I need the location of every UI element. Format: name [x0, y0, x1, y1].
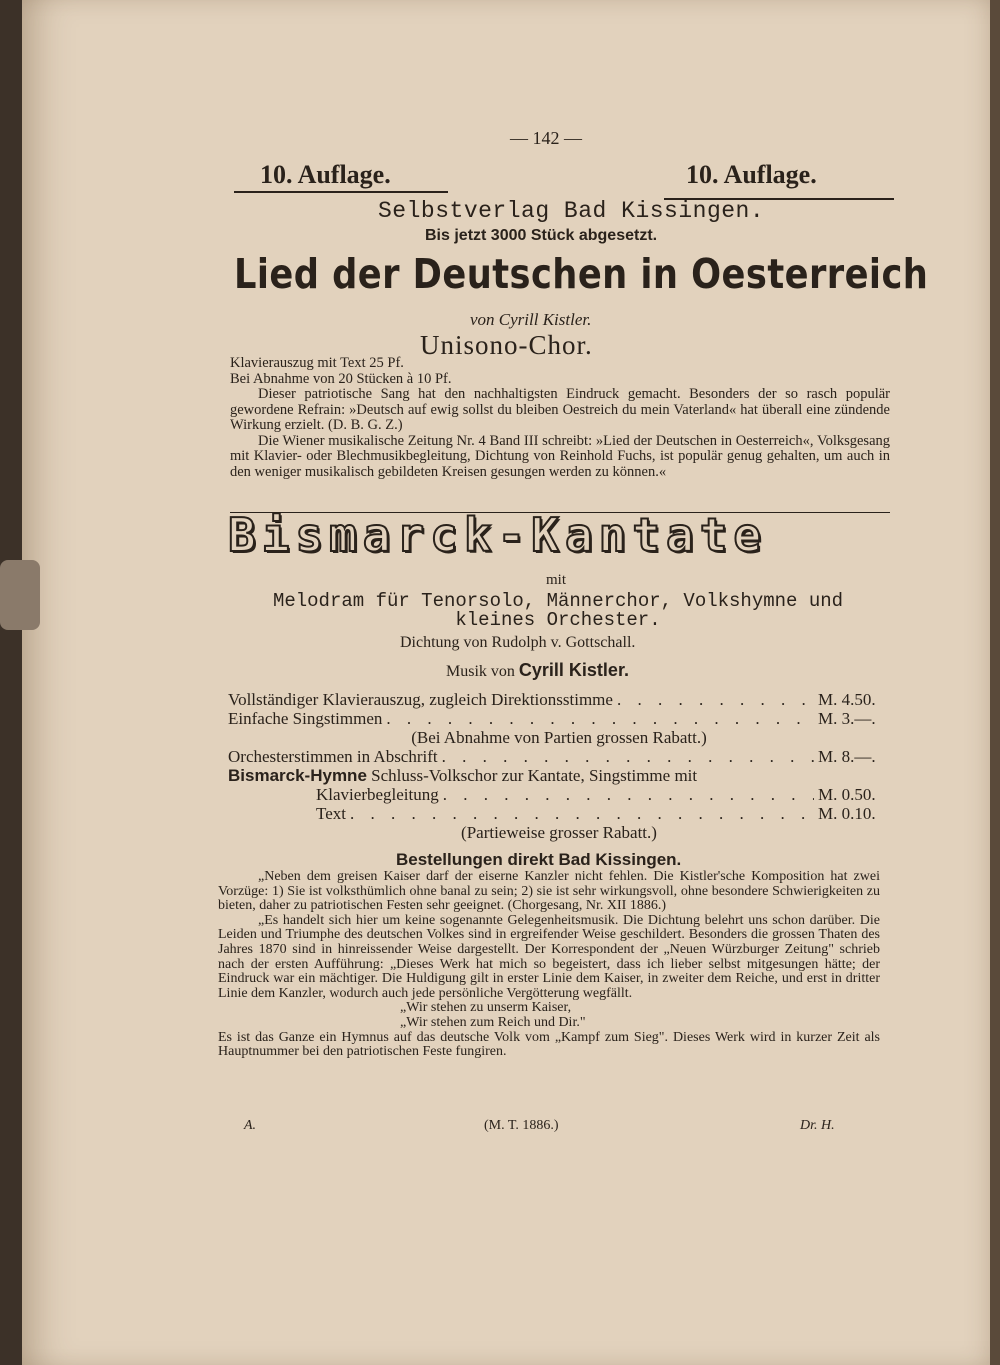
sold-count: Bis jetzt 3000 Stück abgesetzt. [425, 227, 658, 244]
price-row [228, 709, 890, 728]
price-row [228, 766, 890, 785]
lied-price-2: Bei Abnahme von 20 Stücken à 10 Pf. [230, 370, 452, 387]
kantate-review-1: „Neben dem greisen Kaiser darf der eiserne Kanzler nicht fehlen. Die Kistler'sche Komposition hat zwei Vorzüge: 1) Sie ist volksthümlich ohne banal zu sein; 2) sie ist sehr wirkungsvoll, ohne besondere Schwierigkeiten zu bieten, daher zu patriotischen Festen sehr geeignet. (Chorgesang, Nr. XII 1886.) [218, 869, 880, 914]
item-price: M. 4.50. [818, 690, 876, 709]
kantate-review-3: Es ist das Ganze ein Hymnus auf das deutsche Volk vom „Kampf zum Sieg". Dieses Werk wird in kurzer Zeit als Hauptnummer bei den patriotischen Feste fungiren. [218, 1029, 880, 1060]
lied-review-2: Die Wiener musikalische Zeitung Nr. 4 Band III schreibt: »Lied der Deutschen in Oesterreich«, Volksgesang mit Klavier- oder Blechmusikbegleitung, Dichtung von Reinhold Fuchs, ist populär genug gehalten, um auch in den weniger musikalisch gebildeten Kreisen gesungen werden zu können.« [230, 432, 890, 480]
price-row [228, 785, 890, 804]
price-note [228, 823, 890, 842]
item-label: Einfache Singstimmen [228, 709, 383, 728]
kantate-mit: mit [546, 572, 567, 588]
lied-title: Lied der Deutschen in Oesterreich [234, 250, 929, 298]
leader-dots [617, 690, 814, 709]
lied-author: von Cyrill Kistler. [470, 310, 592, 329]
leader-dots [386, 709, 814, 728]
book-spine [0, 0, 22, 1365]
item-price: M. 8.—. [818, 747, 876, 766]
price-row [228, 747, 890, 766]
lied-review-1: Dieser patriotische Sang hat den nachhaltigsten Eindruck gemacht. Besonders der so rasch populär gewordene Refrain: »Deutsch auf ewig sollst du bleiben Oestreich du mein Vaterland« hat überall eine zündende Wirkung erzielt. (D. B. G. Z.) [230, 386, 890, 433]
kantate-title: Bismarck-Kantate [228, 508, 768, 562]
hymne-title: Bismarck-Hymne [228, 766, 367, 785]
note-text: (Bei Abnahme von Partien grossen Rabatt.) [411, 728, 707, 747]
price-note [228, 728, 890, 747]
item-label: Text [316, 804, 346, 823]
lied-details [230, 356, 890, 480]
item-price: M. 0.50. [818, 785, 876, 804]
signature-right: Dr. H. [800, 1118, 835, 1133]
composer-name: Cyrill Kistler. [518, 660, 629, 680]
kantate-reviews [218, 870, 880, 1060]
signature-left: A. [244, 1118, 257, 1133]
lied-subtitle: Unisono-Chor. [420, 330, 593, 360]
price-list [228, 690, 890, 842]
page-number: — 142 — [510, 128, 582, 148]
kantate-composer-line [446, 660, 629, 681]
lied-price-1: Klavierauszug mit Text 25 Pf. [230, 355, 404, 371]
leader-dots [350, 804, 814, 823]
note-text: (Partieweise grosser Rabatt.) [461, 823, 657, 842]
edition-left: 10. Auflage. [260, 160, 391, 189]
page-clip [0, 560, 40, 630]
publisher: Selbstverlag Bad Kissingen. [378, 198, 765, 224]
quote-line-1: „Wir stehen zu unserm Kaiser, [400, 1000, 572, 1016]
quote-line-2: „Wir stehen zum Reich und Dir." [400, 1014, 586, 1030]
order-info: Bestellungen direkt Bad Kissingen. [396, 850, 682, 869]
item-price: M. 0.10. [818, 804, 876, 823]
music-prefix: Musik von [446, 663, 515, 680]
leader-dots [443, 785, 814, 804]
kantate-poet: Dichtung von Rudolph v. Gottschall. [400, 634, 636, 651]
kantate-description: Melodram für Tenorsolo, Männerchor, Volkshymne und kleines Orchester. [272, 590, 844, 631]
item-label: Orchesterstimmen in Abschrift [228, 747, 438, 766]
kantate-review-2: „Es handelt sich hier um keine sogenannte Gelegenheitsmusik. Die Dichtung belehrt uns schon darüber. Die Leiden und Triumphe des deutschen Volkes sind in ergreifender Weise geschildert. Besonders die grossen Thaten des Jahres 1870 sind in hinreissender Weise dargestellt. Der Korrespondent der „Neuen Würzburger Zeitung" schrieb nach der ersten Aufführung: „Dieses Werk hat mich so begeistert, dass ich lieber selbst mitgesungen hätte; der Eindruck war ein mächtiger. Die Huldigung gilt in erster Linie dem Kaiser, in zweiter dem Reiche, und erst in dritter Linie dem Kanzler, wodurch auch jede persönliche Vergötterung wegfällt. [218, 912, 880, 1001]
edition-right: 10. Auflage. [686, 160, 817, 189]
leader-dots [442, 747, 814, 766]
signature-center: (M. T. 1886.) [484, 1118, 559, 1133]
edition-rule-left [234, 191, 448, 193]
price-row [228, 804, 890, 823]
item-label: Vollständiger Klavierauszug, zugleich Direktionsstimme [228, 690, 613, 709]
item-label: Klavierbegleitung [316, 785, 439, 804]
price-row [228, 690, 890, 709]
hymne-desc: Schluss-Volkschor zur Kantate, Singstimme mit [371, 766, 698, 785]
item-price: M. 3.—. [818, 709, 876, 728]
item-label [228, 766, 697, 785]
